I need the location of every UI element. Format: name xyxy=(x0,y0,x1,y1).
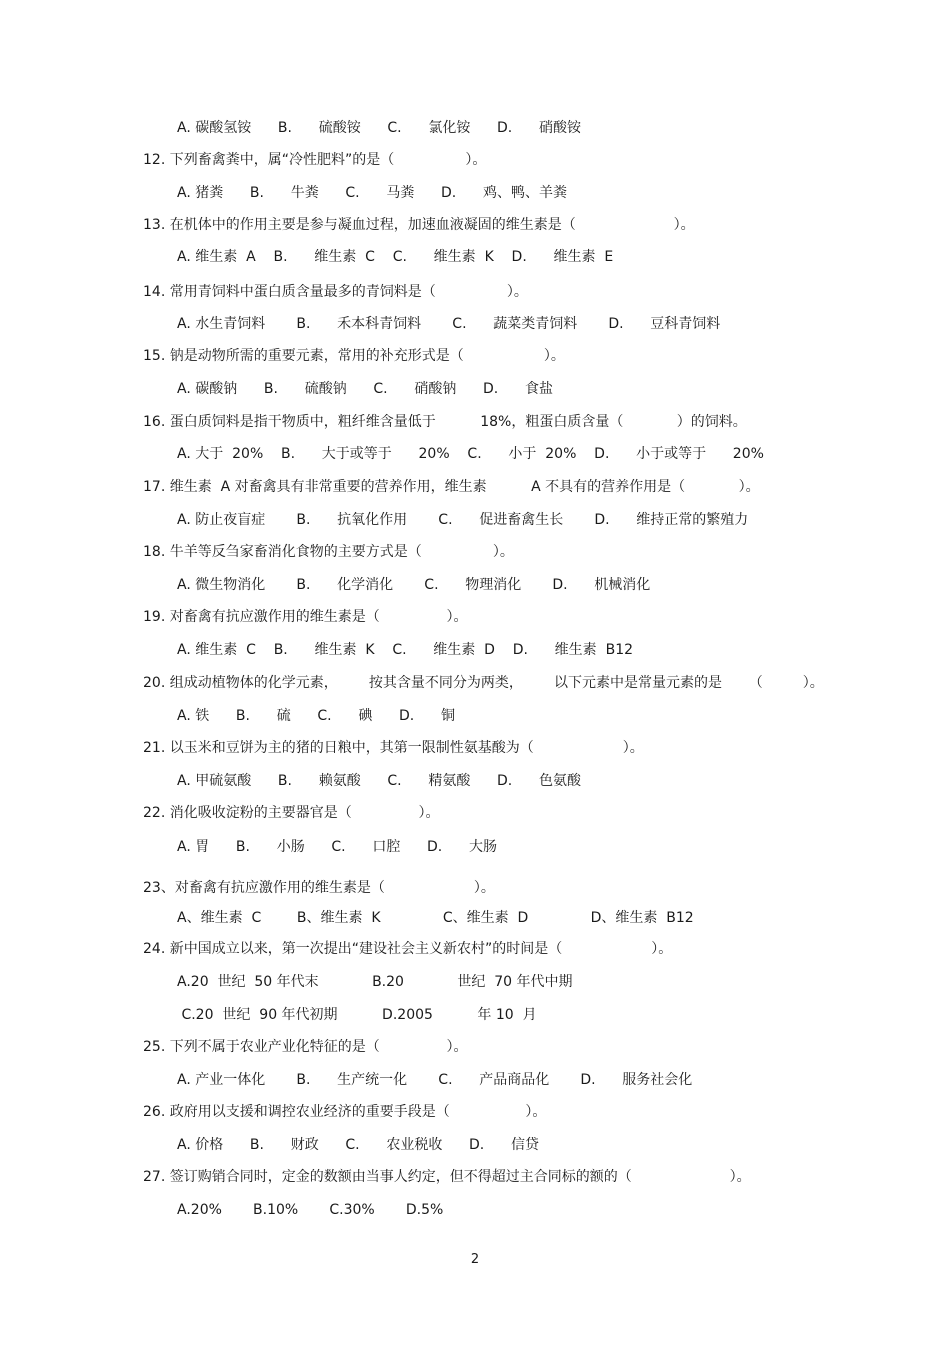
question-13: 13. 在机体中的作用主要是参与凝血过程，加速血液凝固的维生素是（ ）。 xyxy=(143,217,695,233)
options-line-24b: C.20 世纪 90 年代初期 D.2005 年 10 月 xyxy=(177,1007,537,1023)
question-16: 16. 蛋白质饲料是指干物质中，粗纤维含量低于 18%，粗蛋白质含量（ ）的饲料。 xyxy=(143,414,747,430)
question-23: 23、对畜禽有抗应激作用的维生素是（ ）。 xyxy=(143,880,495,896)
options-line-12: A. 猪粪 B. 牛粪 C. 马粪 D. 鸡、鸭、羊粪 xyxy=(177,185,567,201)
page-number: 2 xyxy=(470,1252,480,1267)
question-12: 12. 下列畜禽粪中，属“冷性肥料”的是（ ）。 xyxy=(143,152,487,168)
options-line-21: A. 甲硫氨酸 B. 赖氨酸 C. 精氨酸 D. 色氨酸 xyxy=(177,773,581,789)
question-15: 15. 钠是动物所需的重要元素，常用的补充形式是（ ）。 xyxy=(143,348,565,364)
options-line-25: A. 产业一体化 B. 生产统一化 C. 产品商品化 D. 服务社会化 xyxy=(177,1072,693,1088)
question-25: 25. 下列不属于农业产业化特征的是（ ）。 xyxy=(143,1039,468,1055)
options-line-26: A. 价格 B. 财政 C. 农业税收 D. 信贷 xyxy=(177,1137,539,1153)
options-line-22: A. 胃 B. 小肠 C. 口腔 D. 大肠 xyxy=(177,839,497,855)
question-14: 14. 常用青饲料中蛋白质含量最多的青饲料是（ ）。 xyxy=(143,284,528,300)
options-line-17: A. 防止夜盲症 B. 抗氧化作用 C. 促进畜禽生长 D. 维持正常的繁殖力 xyxy=(177,512,749,528)
question-17: 17. 维生素 A 对畜禽具有非常重要的营养作用，维生素 A 不具有的营养作用是（ ）。 xyxy=(143,479,760,495)
question-18: 18. 牛羊等反刍家畜消化食物的主要方式是（ ）。 xyxy=(143,544,514,560)
options-line-14: A. 水生青饲料 B. 禾本科青饲料 C. 蔬菜类青饲料 D. 豆科青饲料 xyxy=(177,316,721,332)
options-line-19: A. 维生素 C B. 维生素 K C. 维生素 D D. 维生素 B12 xyxy=(177,642,634,658)
question-27: 27. 签订购销合同时，定金的数额由当事人约定，但不得超过主合同标的额的（ ）。 xyxy=(143,1169,751,1185)
options-line-27: A.20% B.10% C.30% D.5% xyxy=(177,1202,444,1218)
options-line-24a: A.20 世纪 50 年代末 B.20 世纪 70 年代中期 xyxy=(177,974,573,990)
options-line-15: A. 碳酸钠 B. 硫酸钠 C. 硝酸钠 D. 食盐 xyxy=(177,381,553,397)
question-21: 21. 以玉米和豆饼为主的猪的日粮中，其第一限制性氨基酸为（ ）。 xyxy=(143,740,644,756)
question-22: 22. 消化吸收淀粉的主要器官是（ ）。 xyxy=(143,805,440,821)
question-19: 19. 对畜禽有抗应激作用的维生素是（ ）。 xyxy=(143,609,468,625)
question-26: 26. 政府用以支援和调控农业经济的重要手段是（ ）。 xyxy=(143,1104,547,1120)
options-line-23: A、维生素 C B、维生素 K C、维生素 D D、维生素 B12 xyxy=(177,910,694,926)
options-line-20: A. 铁 B. 硫 C. 碘 D. 铜 xyxy=(177,708,455,724)
options-line-16: A. 大于 20% B. 大于或等于 20% C. 小于 20% D. 小于或等于 20% xyxy=(177,446,764,462)
options-line-13: A. 维生素 A B. 维生素 C C. 维生素 K D. 维生素 E xyxy=(177,249,614,265)
options-line-18: A. 微生物消化 B. 化学消化 C. 物理消化 D. 机械消化 xyxy=(177,577,651,593)
question-20: 20. 组成动植物体的化学元素， 按其含量不同分为两类， 以下元素中是常量元素的是 （ ）。 xyxy=(143,675,824,691)
options-line-11: A. 碳酸氢铵 B. 硫酸铵 C. 氯化铵 D. 硝酸铵 xyxy=(177,120,581,136)
question-24: 24. 新中国成立以来，第一次提出“建设社会主义新农村”的时间是（ ）。 xyxy=(143,941,673,957)
